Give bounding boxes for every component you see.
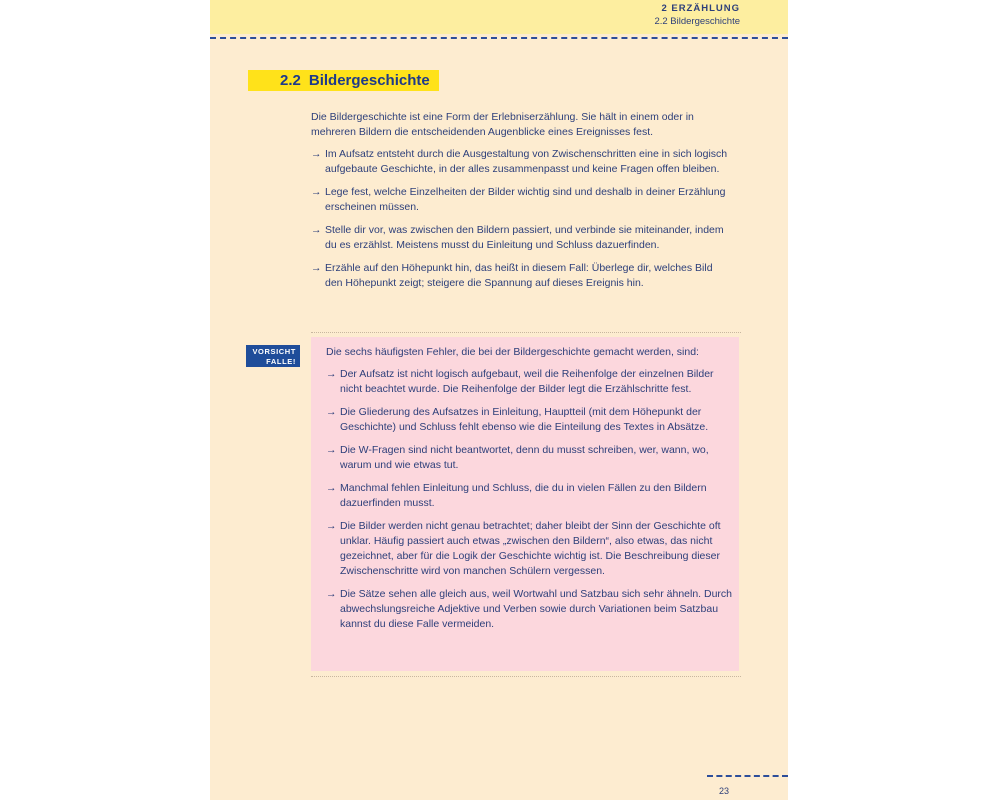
list-item-text: Der Aufsatz ist nicht logisch aufgebaut, weil die Reihenfolge der einzelnen Bilder nicht beachtet wurde. Die Reihenfolge der Bilder legt die Erzählschritte fest. <box>340 368 714 395</box>
running-header <box>210 0 788 34</box>
page-number: 23 <box>719 786 730 796</box>
footer-divider <box>707 775 788 777</box>
arrow-right-icon: → <box>326 406 337 418</box>
dotted-divider-bottom <box>311 676 741 677</box>
dotted-divider-top <box>311 332 741 333</box>
list-item <box>326 367 734 397</box>
main-text <box>311 110 731 299</box>
list-item-text: Die Sätze sehen alle gleich aus, weil Wortwahl und Satzbau sich sehr ähneln. Durch abwechslungsreiche Adjektive und Verben sowie durch Variationen beim Satzbau kannst du diese Falle vermeiden. <box>340 588 733 630</box>
arrow-right-icon: → <box>326 482 337 494</box>
header-section: 2.2 Bildergeschichte <box>654 16 740 27</box>
arrow-right-icon: → <box>311 148 322 160</box>
section-title-text: Bildergeschichte <box>308 72 430 89</box>
list-item <box>311 147 731 177</box>
warning-label-line1: VORSICHT <box>252 347 296 356</box>
list-item-text: Stelle dir vor, was zwischen den Bildern passiert, und verbinde sie miteinander, indem du es erzählst. Meistens musst du Einleitung und Schluss dazuerfinden. <box>325 224 724 251</box>
list-item-text: Lege fest, welche Einzelheiten der Bilder wichtig sind und deshalb in deiner Erzählung erscheinen müssen. <box>325 186 726 213</box>
arrow-right-icon: → <box>311 262 322 274</box>
arrow-right-icon: → <box>326 588 337 600</box>
list-item <box>326 587 734 632</box>
list-item <box>311 185 731 215</box>
list-item-text: Die Gliederung des Aufsatzes in Einleitung, Hauptteil (mit dem Höhepunkt der Geschichte) und Schluss fehlt ebenso wie die Einteilung des Textes in Absätze. <box>340 406 709 433</box>
list-item <box>311 261 731 291</box>
list-item-text: Erzähle auf den Höhepunkt hin, das heißt in diesem Fall: Überlege dir, welches Bild den Höhepunkt zeigt; steigere die Spannung auf dieses Ereignis hin. <box>325 262 713 289</box>
header-chapter: 2 ERZÄHLUNG <box>661 3 740 14</box>
list-item-text: Manchmal fehlen Einleitung und Schluss, die du in vielen Fällen zu den Bildern dazuerfinden musst. <box>340 482 707 509</box>
section-number: 2.2 <box>280 72 301 89</box>
arrow-right-icon: → <box>311 224 322 236</box>
book-page <box>210 0 788 800</box>
warning-label <box>246 345 300 367</box>
list-item <box>326 519 734 579</box>
header-divider <box>210 37 788 39</box>
list-item-text: Die Bilder werden nicht genau betrachtet; daher bleibt der Sinn der Geschichte oft unklar. Häufig passiert auch etwas „zwischen den Bildern“, also etwas, das nicht gezeichnet, aber für die Logik der Geschichte wichtig ist. Die Beschreibung dieser Zwischenschritte wird von manchen Schülern vergessen. <box>340 520 721 577</box>
list-item <box>326 405 734 435</box>
arrow-right-icon: → <box>326 444 337 456</box>
arrow-right-icon: → <box>326 520 337 532</box>
warning-intro: Die sechs häufigsten Fehler, die bei der Bildergeschichte gemacht werden, sind: <box>326 346 699 358</box>
section-heading <box>248 70 439 91</box>
list-item-text: Im Aufsatz entsteht durch die Ausgestaltung von Zwischenschritten eine in sich logisch aufgebaute Geschichte, in der alles zusammenpasst und keine Fragen offen bleiben. <box>325 148 728 175</box>
warning-label-line2: FALLE! <box>266 356 296 366</box>
arrow-right-icon: → <box>326 368 337 380</box>
warning-text <box>326 345 734 640</box>
list-item <box>311 223 731 253</box>
list-item <box>326 443 734 473</box>
intro-paragraph: Die Bildergeschichte ist eine Form der Erlebniserzählung. Sie hält in einem oder in mehreren Bildern die entscheidenden Augenblicke eines Ereignisses fest. <box>311 111 694 138</box>
arrow-right-icon: → <box>311 186 322 198</box>
list-item <box>326 481 734 511</box>
list-item-text: Die W-Fragen sind nicht beantwortet, denn du musst schreiben, wer, wann, wo, warum und wie etwas tut. <box>340 444 709 471</box>
